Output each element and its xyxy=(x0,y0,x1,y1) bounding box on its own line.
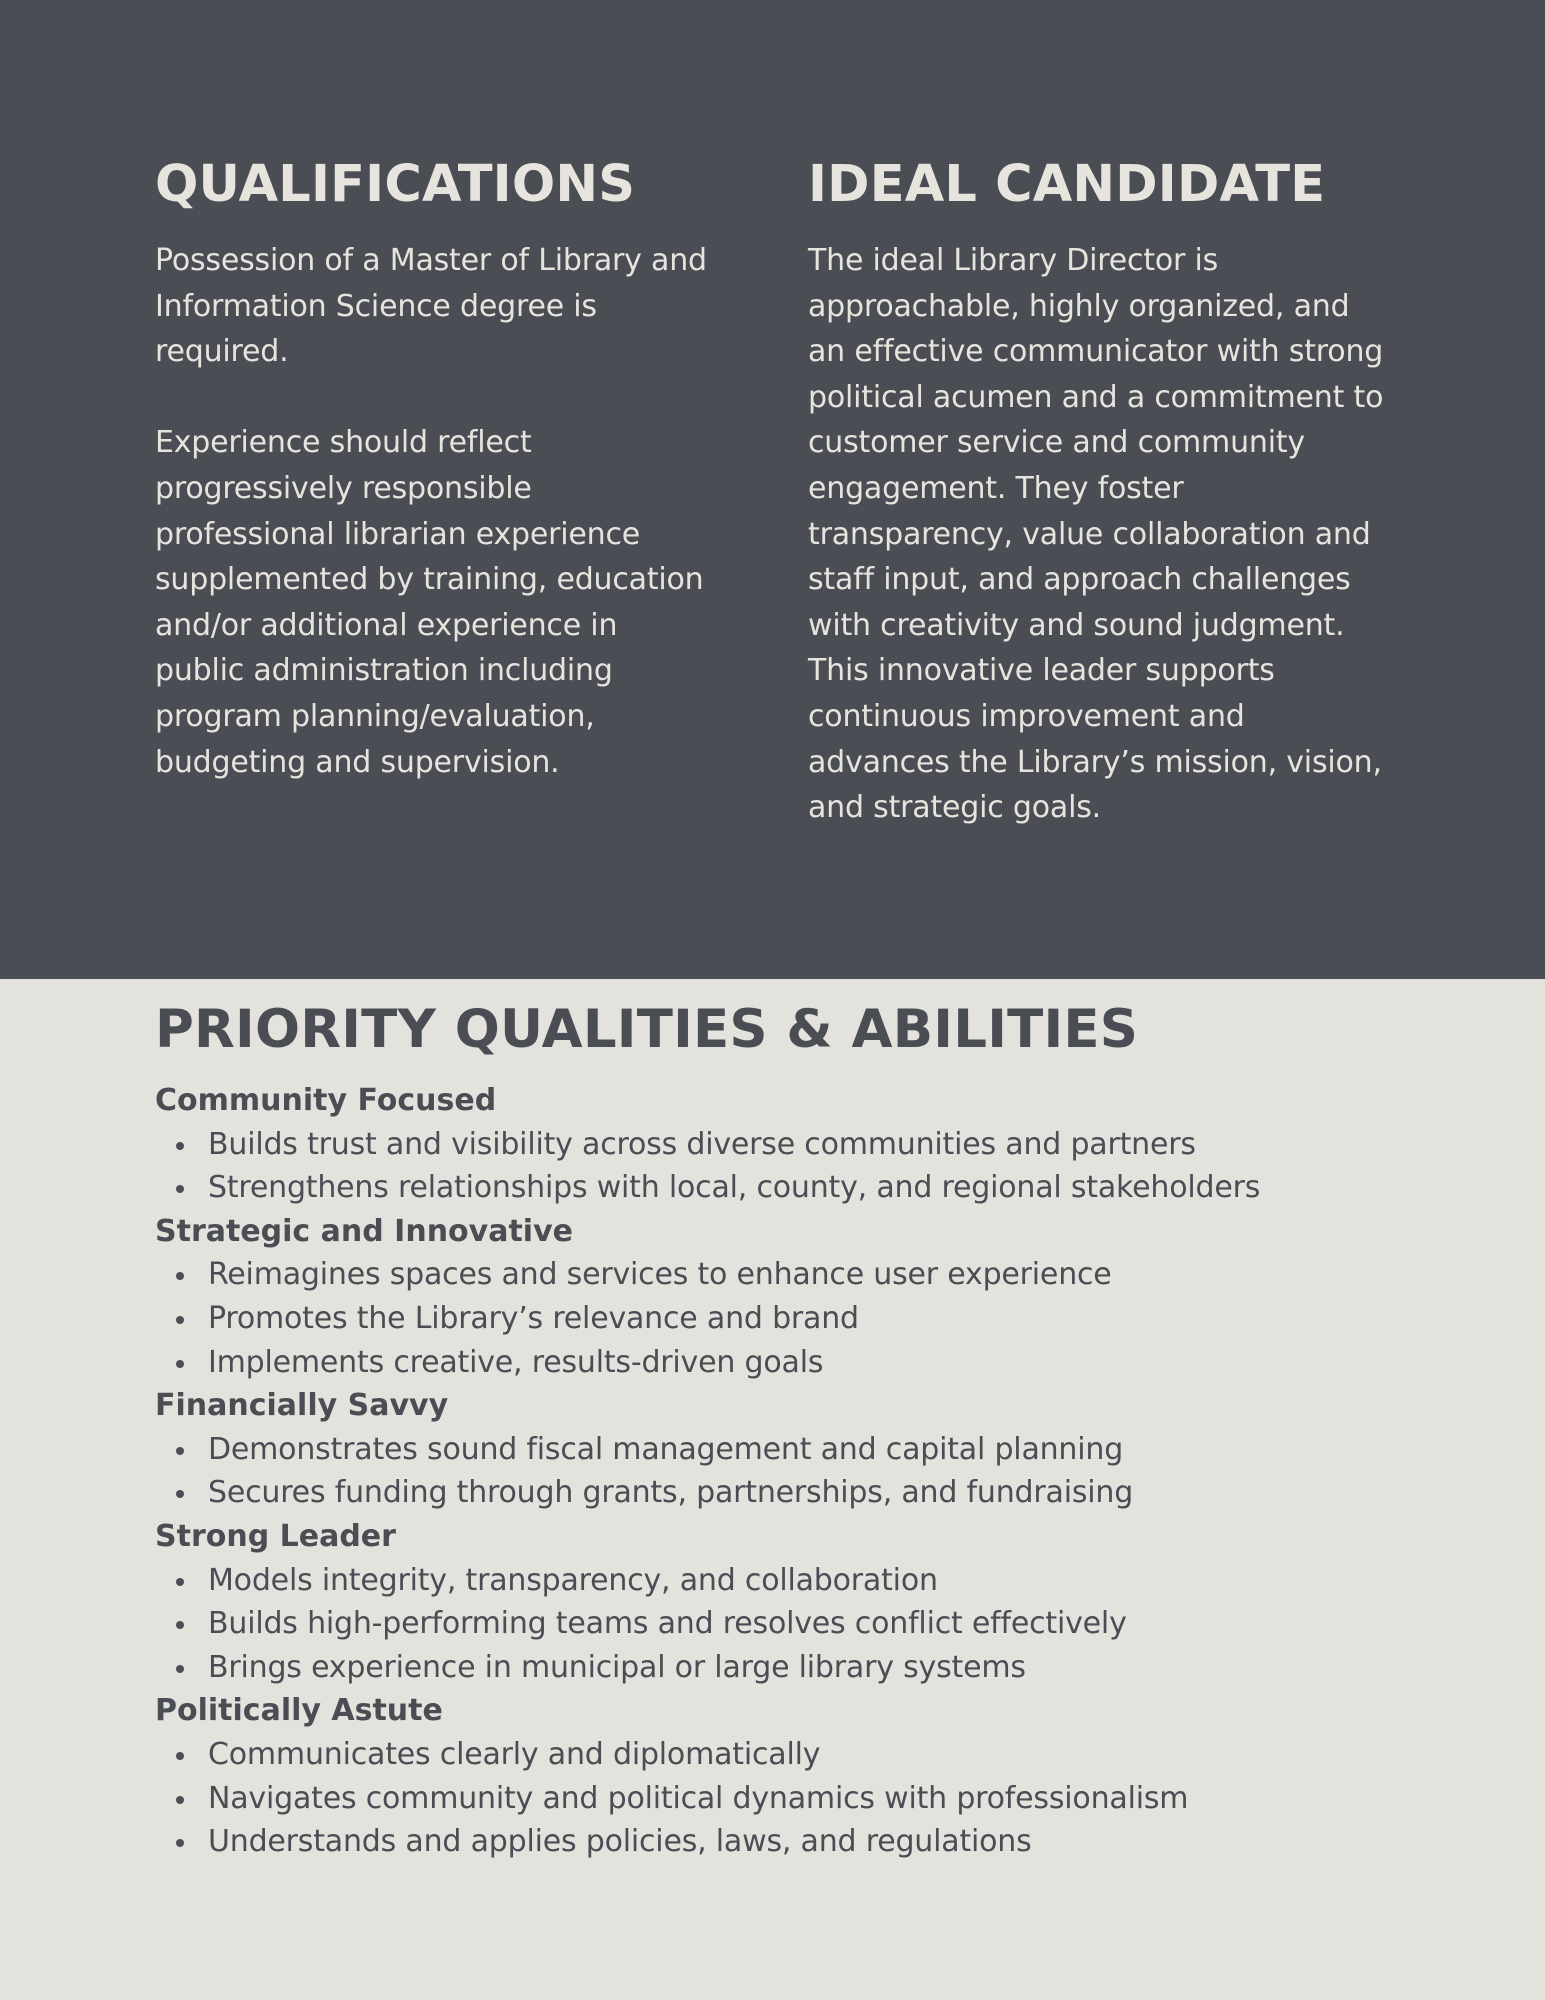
bullet-dot-icon xyxy=(176,1665,184,1673)
bullet-dot-icon xyxy=(176,1142,184,1150)
list-item-text: Strengthens relationships with local, county, and regional stakeholders xyxy=(208,1170,1261,1206)
bullet-list xyxy=(155,1123,1455,1210)
list-item-text: Models integrity, transparency, and collaboration xyxy=(208,1562,938,1598)
list-item-text: Demonstrates sound fiscal management and capital planning xyxy=(208,1431,1124,1467)
bullet-dot-icon xyxy=(176,1490,184,1498)
bullet-dot-icon xyxy=(176,1185,184,1193)
list-item xyxy=(155,1341,1455,1385)
list-item xyxy=(155,1297,1455,1341)
ideal-candidate-heading: IDEAL CANDIDATE xyxy=(808,155,1326,214)
list-item xyxy=(155,1602,1455,1646)
list-item xyxy=(155,1428,1455,1472)
list-item xyxy=(155,1733,1455,1777)
bullet-dot-icon xyxy=(176,1839,184,1847)
list-item xyxy=(155,1646,1455,1690)
group-financially-savvy xyxy=(155,1384,1455,1515)
list-item xyxy=(155,1471,1455,1515)
list-item xyxy=(155,1253,1455,1297)
qualifications-paragraph-degree: Possession of a Master of Library and Information Science degree is required. xyxy=(155,243,707,370)
bullet-dot-icon xyxy=(176,1316,184,1324)
list-item-text: Implements creative, results-driven goals xyxy=(208,1344,824,1380)
bullet-dot-icon xyxy=(176,1447,184,1455)
group-community-focused xyxy=(155,1079,1455,1210)
list-item-text: Builds high-performing teams and resolves conflict effectively xyxy=(208,1606,1127,1642)
list-item-text: Understands and applies policies, laws, and regulations xyxy=(208,1824,1032,1860)
top-dark-band xyxy=(0,0,1545,979)
group-politically-astute xyxy=(155,1689,1455,1863)
list-item xyxy=(155,1820,1455,1864)
bullet-list xyxy=(155,1253,1455,1384)
group-title: Strong Leader xyxy=(155,1518,396,1554)
group-title: Strategic and Innovative xyxy=(155,1213,573,1249)
bullet-dot-icon xyxy=(176,1621,184,1629)
bullet-list xyxy=(155,1733,1455,1864)
priority-groups xyxy=(155,1079,1455,1864)
list-item-text: Promotes the Library’s relevance and brand xyxy=(208,1300,859,1336)
list-item-text: Builds trust and visibility across diverse communities and partners xyxy=(208,1126,1196,1162)
ideal-candidate-paragraph: The ideal Library Director is approachable, highly organized, and an effective communicator with strong political acumen and a commitment to customer service and community engagement. They foster transparency, value collaboration and staff input, and approach challenges with creativity and sound judgment. This innovative leader supports continuous improvement and advances the Library’s mission, vision, and strategic goals. xyxy=(808,243,1384,826)
bullet-list xyxy=(155,1428,1455,1515)
qualifications-paragraph-experience: Experience should reflect progressively responsible professional librarian experience supplemented by training, education and/or additional experience in public administration including program planning/evaluation, budgeting and supervision. xyxy=(155,425,704,780)
group-strategic-innovative xyxy=(155,1210,1455,1384)
priority-qualities-section xyxy=(155,995,1455,1864)
qualifications-section xyxy=(155,150,715,785)
list-item-text: Navigates community and political dynamics with professionalism xyxy=(208,1780,1189,1816)
group-title: Community Focused xyxy=(155,1083,497,1118)
list-item xyxy=(155,1166,1455,1210)
list-item xyxy=(155,1777,1455,1821)
group-title: Financially Savvy xyxy=(155,1388,449,1424)
list-item-text: Secures funding through grants, partnerships, and fundraising xyxy=(208,1475,1134,1511)
bullet-dot-icon xyxy=(176,1752,184,1760)
bullet-dot-icon xyxy=(176,1360,184,1368)
list-item-text: Communicates clearly and diplomatically xyxy=(208,1736,821,1772)
list-item xyxy=(155,1559,1455,1603)
qualifications-heading: QUALIFICATIONS xyxy=(155,155,636,214)
list-item xyxy=(155,1123,1455,1167)
list-item-text: Brings experience in municipal or large library systems xyxy=(208,1649,1026,1685)
ideal-candidate-section xyxy=(808,150,1388,831)
group-strong-leader xyxy=(155,1515,1455,1689)
group-title: Politically Astute xyxy=(155,1693,443,1729)
list-item-text: Reimagines spaces and services to enhance user experience xyxy=(208,1257,1112,1293)
priority-qualities-heading: PRIORITY QUALITIES & ABILITIES xyxy=(155,999,1139,1060)
bullet-dot-icon xyxy=(176,1796,184,1804)
bullet-list xyxy=(155,1559,1455,1690)
bullet-dot-icon xyxy=(176,1272,184,1280)
bullet-dot-icon xyxy=(176,1578,184,1586)
